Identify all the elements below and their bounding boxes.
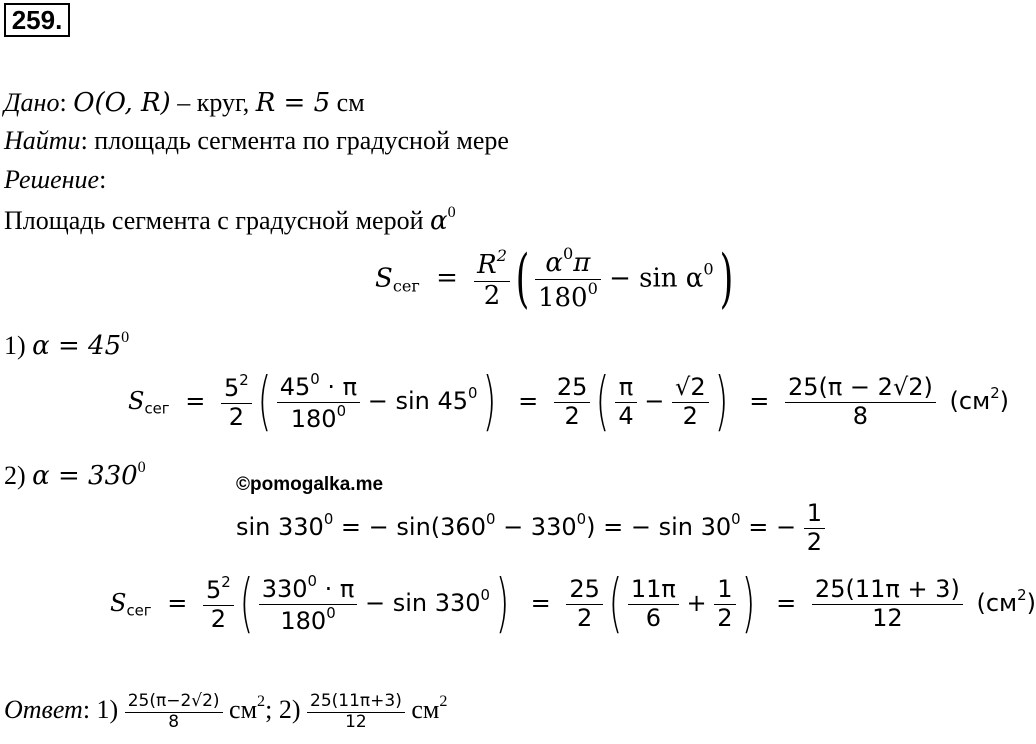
case1-f2-num: 45 [279,372,311,401]
answer-sep: ; 2) [265,695,307,725]
answer-a2-unit: см [404,695,440,725]
case2-equation: $S_{сег}$ = $\frac{5^2}{2}$ ( $\frac{330^0 \cdot \pi}{180^0}$ − $\sin 330^0$) = $\frac{25}{2}$ ( $\frac{11\pi}{6}$ + $\frac{1}{2}$ ) = $\frac{25(11\pi + 3)}{12}$ $(см^2)$ [110,567,1036,641]
case2-sin-a-sup: 0 [323,509,334,528]
solution-line [4,167,106,193]
case2-frac5 [714,576,735,632]
case1-label: 1) [4,331,33,361]
case2-frac1 [203,574,234,633]
case1-f1-sup: 2 [239,371,249,390]
case2-unit-sup: 2 [1017,585,1027,604]
given-unit: см [330,88,365,117]
answer-frac1 [125,692,223,732]
case2-lhs-sub: сег [126,601,152,620]
formula-frac2-tail: π [573,248,591,279]
case2-lhs: S [110,589,127,617]
problem-number: 259. [4,3,70,37]
solution-label: Решение [4,165,100,194]
case2-f5-num: 1 [714,576,735,605]
case1-f2-num-tail: · π [319,372,358,401]
case2-f5-den: 2 [717,603,733,632]
given-circle-word: – круг, [170,88,256,117]
case1-f2-den: 180 [290,404,337,433]
given-line: Дано: O(O, R) – круг, R = 5 см [4,88,365,118]
case2-frac6 [812,576,963,632]
case2-sin-b: = − sin(360 [333,513,486,542]
case2-sin-c-sup: 0 [576,509,587,528]
case2-f2-num-tail: · π [317,574,355,603]
case2-f4-den: 6 [645,603,662,632]
answer-a1-unit: см [222,695,258,725]
formula-lhs-sub: сег [392,276,420,296]
intro-text: Площадь сегмента с градусной мерой [4,206,430,236]
solution-colon: : [99,165,107,194]
case2-sin-b-sup: 0 [485,509,496,528]
case1-f2-num-sup: 0 [310,369,320,388]
answer-frac2 [307,692,405,732]
case2-frac3 [566,576,603,632]
case1-frac6 [785,374,936,430]
case1-f3-den: 2 [564,401,580,430]
case2-deg: 0 [137,459,146,476]
answer-a1-num: 25(π−2√2) [125,692,223,713]
case2-plus: + [686,589,707,617]
case2-label-line [4,459,146,492]
case2-f1-sup: 2 [221,573,231,592]
case2-sin-d: ) = − sin 30 [586,513,732,542]
case2-sin-line [236,500,825,556]
formula-rparen: ) [719,242,733,317]
formula-frac2-num: α [545,248,563,279]
formula-frac1-den: 2 [483,281,501,311]
case2-half [804,500,825,556]
case2-f2-num: 330 [261,574,308,603]
answer-a1-den: 8 [168,711,180,732]
case2-sin-e: = − [740,513,797,542]
case1-lhs-sub: сег [144,399,170,418]
case1-f4-den: 4 [618,401,634,430]
case2-half-den: 2 [806,527,822,556]
formula-lparen: ( [515,242,530,317]
find-text: : площадь сегмента по градусной мере [80,126,509,155]
case1-sin-sup: 0 [468,383,478,402]
formula-frac1 [474,247,510,312]
case1-unit-sup: 2 [990,383,1000,402]
case1-equation: $S_{сег}$ = $\frac{5^2}{2}$ ( $\frac{45^0 \cdot \pi}{180^0}$ − $\sin 45^0$) = $\frac{25}{2}$ ( $\frac{\pi}{4}$ − $\frac{√2}{2}$ ) = $\frac{25(\pi - 2√2)}{8}$ $(см^2)$ [128,365,1010,439]
find-line [4,128,509,154]
case2-sin: − sin 330 [364,589,481,617]
answer-a1-unit-sup: 2 [257,692,266,710]
case1-f6-den: 8 [852,401,869,430]
case1-f2-den-sup: 0 [336,401,347,420]
answer-line [4,692,447,732]
formula-frac1-sup: 2 [496,246,507,266]
formula-tail: − sin α [609,263,704,294]
case1-f5-den: 2 [682,401,698,430]
case1-f1-num: 5 [224,374,240,403]
case1-f6-num: 25(π − 2√2) [785,374,936,403]
intro-line [4,204,456,237]
given-radius: R = 5 [255,88,331,118]
case2-unit [970,585,1036,617]
case1-minus: − [644,387,665,415]
case2-sin-c: − 330 [495,513,577,542]
case1-frac4 [615,374,636,430]
formula-frac2-sup: 0 [562,244,574,263]
case1-lhs: S [128,387,145,415]
case1-unit-close: ) [999,387,1010,415]
case2-frac2 [259,573,358,636]
case2-f1-num: 5 [206,576,222,605]
formula-frac2 [535,245,601,314]
case2-half-num: 1 [804,500,825,529]
case1-deg: 0 [121,329,130,346]
case1-sin: − sin 45 [367,387,469,415]
case2-unit-close: ) [1026,589,1036,617]
case2-f3-num: 25 [566,576,603,605]
general-formula [375,242,739,317]
case2-f4-num: 11π [628,576,679,605]
case1-alpha: α = 45 [32,331,122,362]
case1-label-line [4,329,130,362]
case2-unit-text: (см [976,589,1018,617]
case1-f4-num: π [615,374,636,403]
case2-label: 2) [4,461,33,491]
case2-f1-den: 2 [210,605,227,634]
case1-f1-den: 2 [228,403,245,432]
answer-label: Ответ [4,695,83,725]
watermark: ©pomogalka.me [236,474,384,495]
case2-f6-den: 12 [872,603,903,632]
case2-f3-den: 2 [577,603,593,632]
answer-a2-unit-sup: 2 [439,692,448,710]
case1-frac1 [221,372,252,431]
formula-lhs: S [375,263,393,294]
given-label: Дано [4,88,60,117]
case2-f2-den: 180 [280,606,327,635]
find-label: Найти [4,126,81,155]
case2-alpha: α = 330 [32,461,138,492]
case2-frac4 [628,576,679,632]
formula-eq: = [436,263,458,294]
case1-f3-num: 25 [554,374,591,403]
given-circle: O(O, R) [73,88,171,118]
case2-f2-den-sup: 0 [326,603,336,622]
case1-frac2 [277,371,360,434]
intro-degree: 0 [447,204,456,221]
intro-alpha: α [430,206,448,237]
case2-sin-sup: 0 [480,585,491,604]
answer-colon: : 1) [82,695,125,725]
answer-a2-num: 25(11π+3) [307,692,405,713]
case1-unit [944,383,1010,415]
formula-frac1-num: R [477,250,497,281]
case2-sin-d-sup: 0 [731,509,741,528]
answer-a2-den: 12 [345,711,367,732]
formula-tail-sup: 0 [703,259,714,279]
case2-sin-a: sin 330 [236,513,324,542]
case2-f6-num: 25(11π + 3) [812,576,963,605]
case1-f5-num: √2 [672,374,709,403]
case1-unit-text: (см [949,387,991,415]
case1-frac3 [554,374,591,430]
formula-frac2-den-sup: 0 [587,278,598,298]
case1-frac5 [672,374,709,430]
case2-f2-num-sup: 0 [307,571,317,590]
formula-frac2-den: 180 [537,283,588,314]
